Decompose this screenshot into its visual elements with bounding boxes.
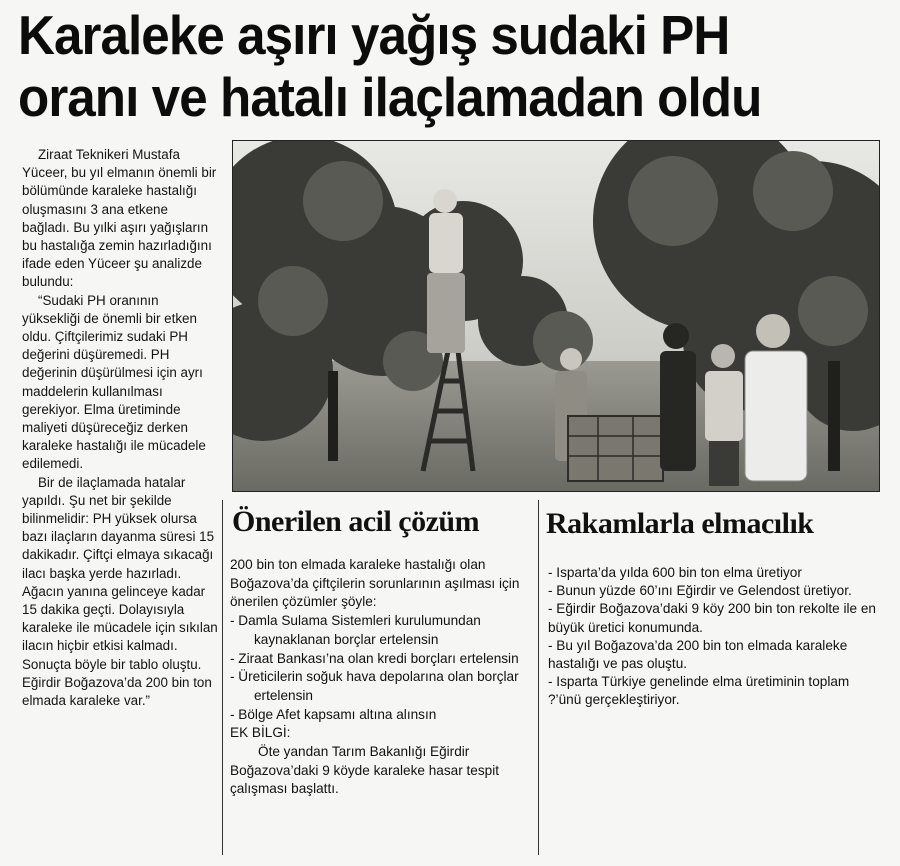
- solution-item: - Ziraat Bankası’na olan kredi borçları ertelensin: [230, 650, 519, 666]
- figures-list-item: - Isparta’da yılda 600 bin ton elma üretiyor: [548, 565, 802, 580]
- right-heading: Rakamlarla elmacılık: [546, 507, 814, 540]
- solution-item: - Bölge Afet kapsamı altına alınsın: [230, 706, 437, 722]
- headline-line-2: oranı ve hatalı ilaçlamadan oldu: [18, 66, 762, 128]
- orchard-photo: [232, 140, 880, 492]
- headline-line-1: Karaleke aşırı yağış sudaki PH: [18, 4, 730, 66]
- solution-item: - Damla Sulama Sistemleri kurulumundan kaynaklanan borçlar ertelensin: [230, 613, 481, 647]
- column-divider-right: [538, 500, 539, 855]
- figures-list: [548, 564, 878, 710]
- solution-item: - Üreticilerin soğuk hava depolarına olan borçlar ertelensin: [230, 669, 519, 703]
- figures-list-item: - Isparta Türkiye genelinde elma üretiminin toplam ?’ünü gerçekleştiriyor.: [548, 674, 850, 708]
- figures-list-item: - Bu yıl Boğazova’da 200 bin ton elmada karaleke hastalığı ve pas oluştu.: [548, 637, 848, 672]
- middle-intro: 200 bin ton elmada karaleke hastalığı olan Boğazova’da çiftçilerin sorunlarının aşılması için önerilen çözümler şöyle:: [230, 557, 520, 610]
- extra-info-label: EK BİLGİ:: [230, 725, 291, 741]
- left-paragraph-1: Ziraat Teknikeri Mustafa Yüceer, bu yıl elmanın önemli bir bölümünde karaleke hastalığı oluşmasını 3 ana etkene bağladı. Bu yılki aşırı yağışların bu hastalığa zemin hazırladığını ifade eden Yüceer şu analizde bulundu:: [22, 147, 217, 290]
- right-column: [548, 564, 878, 710]
- figures-list-item: - Bunun yüzde 60’ını Eğirdir ve Gelendost üretiyor.: [548, 583, 852, 599]
- middle-column: [230, 556, 530, 799]
- left-column: [22, 146, 218, 710]
- extra-info-text: Öte yandan Tarım Bakanlığı Eğirdir Boğazova’daki 9 köyde karaleke hasar tespit çalışması başlattı.: [230, 744, 500, 797]
- left-paragraph-2: “Sudaki PH oranının yüksekliği de önemli bir etken oldu. Çiftçilerimiz sudaki PH değerini düşüremedi. PH değerinin düşürülmesi için ayrı maddelerin kullanılması gerekiyor. Elma üretiminde maliyeti düşüreceğiz derken karaleke hastalığı ile mücadele edilemedi.: [22, 292, 206, 472]
- orchard-photo-icon: [233, 141, 879, 491]
- middle-heading: Önerilen acil çözüm: [232, 505, 480, 538]
- column-divider-left: [222, 500, 223, 855]
- figures-list-item: - Eğirdir Boğazova’daki 9 köy 200 bin ton rekolte ile en büyük üretici konumunda.: [548, 601, 876, 635]
- headline: [18, 4, 823, 128]
- left-paragraph-3: Bir de ilaçlamada hatalar yapıldı. Şu net bir şekilde bilinmelidir: PH yüksek olursa bazı ilaçların dayanma süresi 15 dakikadır. Çiftçi elmaya sıkacağı ilacı başka yerde hazırladı. Ağacın yanına gelinceye kadar 15 dakika geçti. Dolayısıyla karaleke ile mücadele için sıkılan ilacın hiçbir etkisi kalmadı. Sonuçta böyle bir tablo oluştu. Eğirdir Boğazova’da 200 bin ton elmada karaleke var.”: [22, 474, 218, 709]
